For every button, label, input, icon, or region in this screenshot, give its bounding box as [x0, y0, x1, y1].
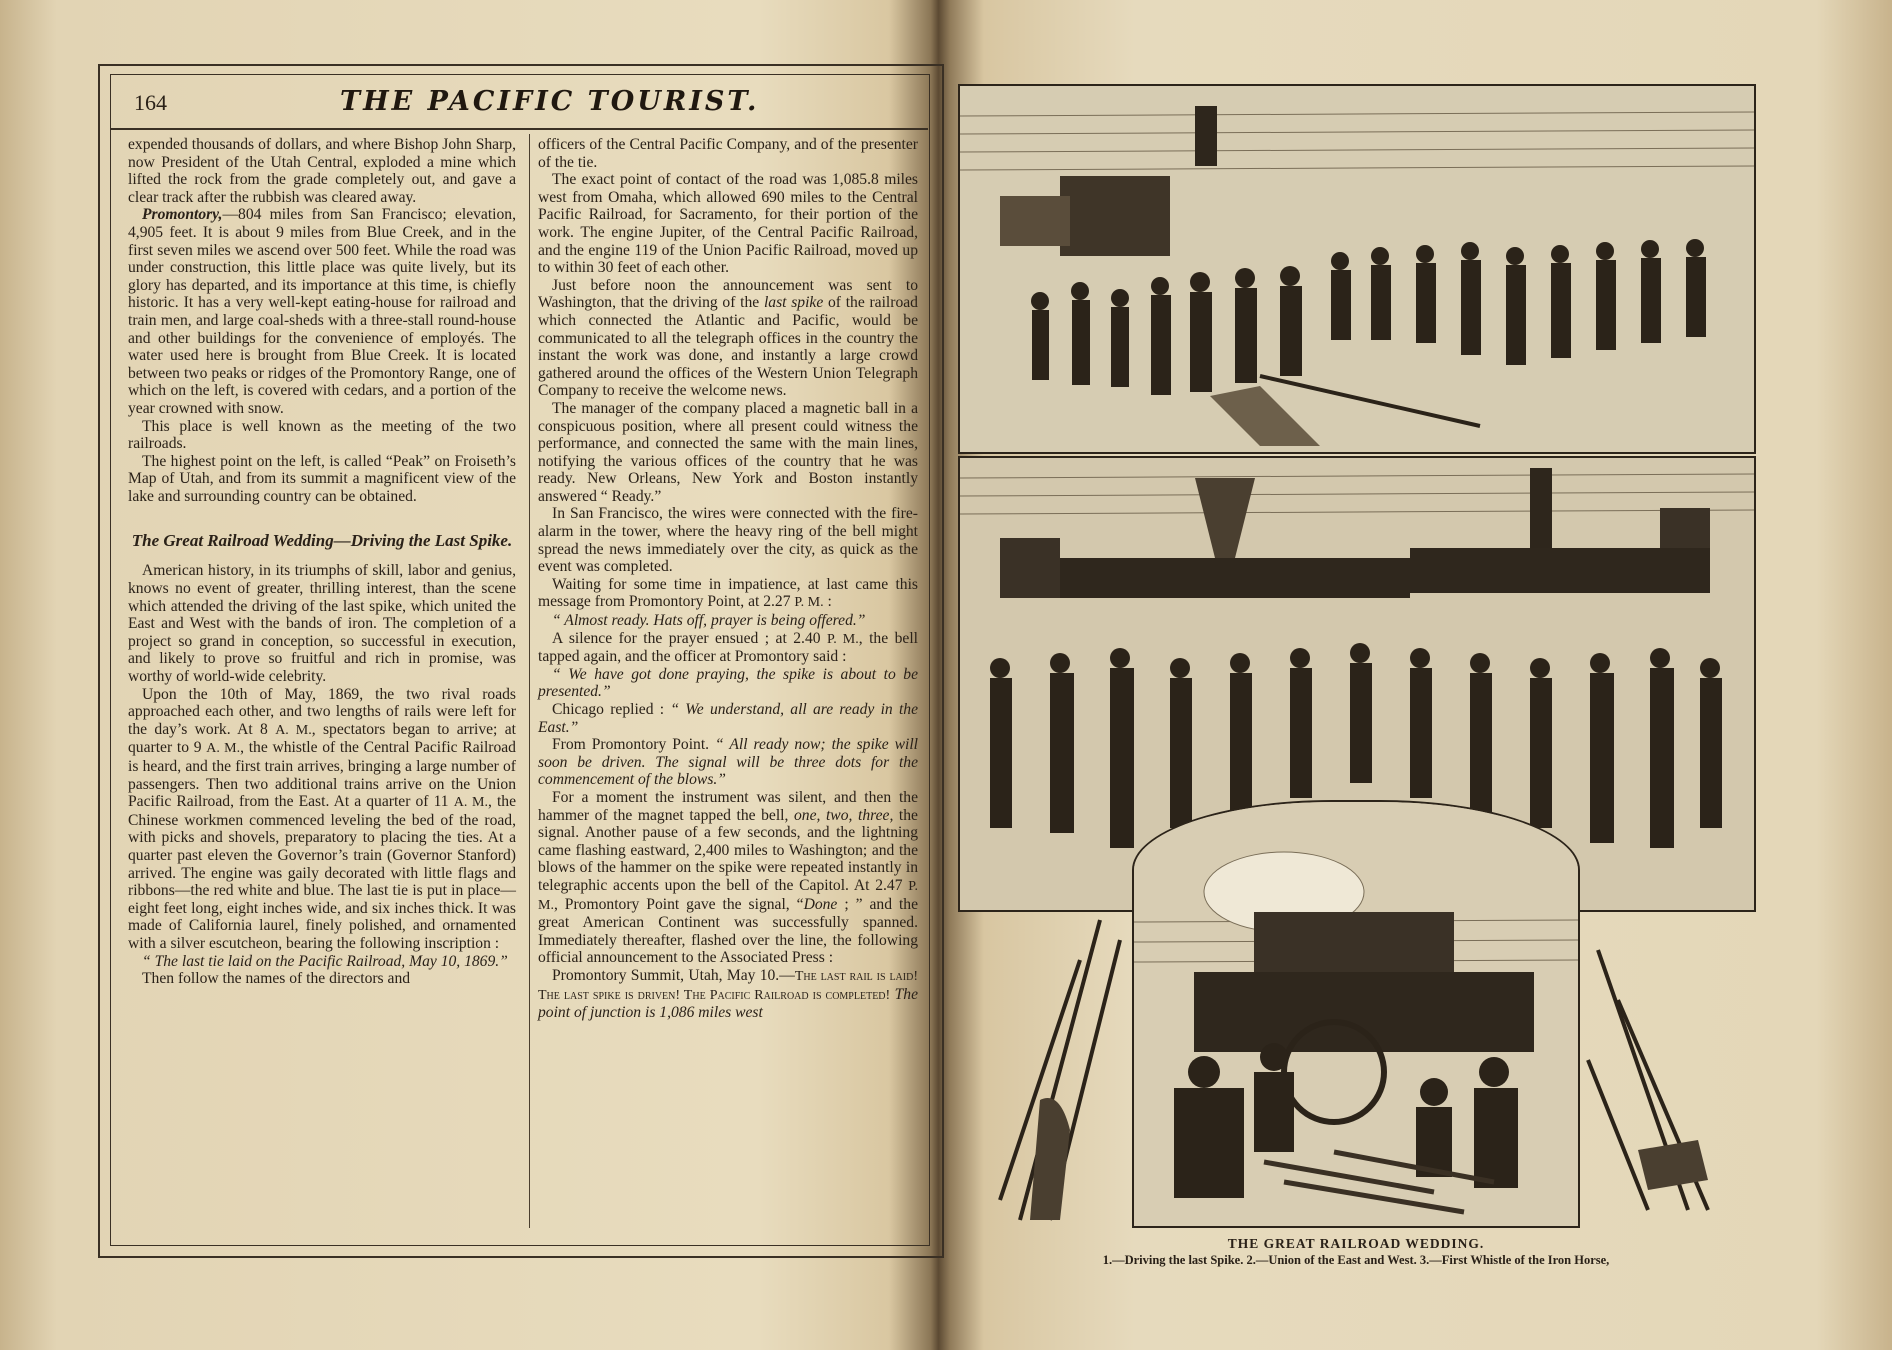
- text: , Promontory Point gave the signal, “: [553, 895, 804, 913]
- time-unit: P. M.: [794, 595, 824, 611]
- time-unit: A. M.: [453, 795, 488, 811]
- telegraph-quote: “ Almost ready. Hats off, prayer is being offered.”: [552, 612, 866, 630]
- paragraph: Then follow the names of the directors and: [142, 970, 411, 988]
- paragraph: [128, 686, 516, 953]
- announcement: The last rail is laid! The last spike is driven! The Pacific Railroad is completed!: [538, 968, 918, 1003]
- right-column: [538, 136, 918, 1022]
- emphasis: Done: [803, 895, 838, 913]
- engraving-crowd-scene: [960, 86, 1754, 452]
- paragraph: [538, 701, 918, 736]
- paragraph: officers of the Central Pacific Company, and of the presenter of the tie.: [538, 136, 918, 171]
- paragraph: This place is well known as the meeting of the two railroads.: [128, 417, 516, 453]
- illustration-caption: [950, 1236, 1762, 1268]
- inscription-quote: “ The last tie laid on the Pacific Railroad, May 10, 1869.”: [142, 952, 508, 970]
- paragraph: The exact point of contact of the road was 1,085.8 miles west from Omaha, which allowed 690 miles to the Central Pacific Railroad, for Sacramento, for their portion of the work. The engine Jupiter, of the Central Pacific Railroad, and the engine 119 of the Union Pacific Railroad, moved up to within 30 feet of each other.: [538, 171, 918, 277]
- engraving-tools-left: [980, 900, 1130, 1230]
- text: the signal. Another pause of a few seconds, and the lightning came flashing eastward, 2,400 miles to Washington; and the blows of the hammer on the spike were repeated instantly in telegraphic accents upon the bell of the Capitol. At 2.47: [538, 806, 918, 894]
- text: Just before noon the announcement was sent to Washington, that the driving of the: [538, 276, 918, 312]
- paragraph: expended thousands of dollars, and where Bishop John Sharp, now President of the Utah Central, exploded a mine which lifted the rock from the grade completely out, and gave a clear track after the rubbish was cleared away.: [128, 136, 516, 206]
- emphasis: one, two, three,: [793, 806, 894, 824]
- paragraph: [538, 967, 918, 1022]
- text: , the whistle of the Central Pacific Railroad is heard, and the first train arrives, bringing a large number of passengers. Then two additional trains arrive on the Union Pacific Railroad, from the East. At a quarter of 11: [128, 739, 516, 811]
- engraving-panel-first-whistle: [1132, 800, 1580, 1228]
- column-divider: [529, 134, 530, 1228]
- time-unit: A. M.: [275, 722, 312, 738]
- engraving-panel-driving-last-spike: [958, 84, 1756, 454]
- page-header: [110, 82, 928, 128]
- text: , spectators began to arrive; at quarter to 9: [128, 720, 516, 757]
- paragraph: [538, 736, 918, 789]
- emphasis: “ We understand, all are ready in the East.”: [538, 701, 918, 736]
- emphasis: last spike: [763, 294, 824, 312]
- paragraph: American history, in its triumphs of skill, labor and genius, knows no event of greater, thrilling interest, than the scene which attended the driving of the last spike, which united the East and West with the bands of iron. The completion of a project so grand in conception, so successful in execution, and likely to prove so fruitful and rich in promise, was worthy of world-wide celebrity.: [128, 562, 516, 686]
- emphasis: “ All ready now; the spike will soon be driven. The signal will be three dots for the commencement of the blows.”: [538, 736, 918, 789]
- running-title: THE PACIFIC TOURIST.: [340, 86, 760, 117]
- text: Promontory Summit, Utah, May 10.—: [552, 966, 795, 984]
- text: From Promontory Point.: [552, 736, 710, 754]
- paragraph: [538, 277, 918, 400]
- caption-title: THE GREAT RAILROAD WEDDING.: [1227, 1236, 1485, 1251]
- text: ; ” and the great American Continent was successfully spanned. Immediately thereafter, flashed over the line, the following official announcement to the Associated Press :: [538, 895, 918, 967]
- engraving-tools-right: [1578, 940, 1728, 1230]
- entry-body: —804 miles from San Francisco; elevation, 4,905 feet. It is about 9 miles from Blue Creek, and in the first seven miles we ascend over 500 feet. While the road was under construction, this little place was quite lively, but its glory has departed, and its importance at this time, is chiefly historic. It has a very well-kept eating-house for railroad and train men, and large coal-sheds with a three-stall round-house and other buildings for the convenience of employés. The water used here is brought from Blue Creek. It is located between two peaks or ridges of the Promontory Range, one of which on the left, is covered with cedars, and a portion of the year crowned with snow.: [128, 206, 516, 417]
- text: Chicago replied :: [552, 701, 665, 718]
- header-rule: [110, 128, 928, 130]
- time-unit: P. M.: [538, 878, 918, 913]
- paragraph: In San Francisco, the wires were connected with the fire-alarm in the tower, where the heavy ring of the bell might spread the news immediately over the city, as quick as the event was completed.: [538, 505, 918, 576]
- engraving-locomotive-cab-scene: [1134, 802, 1578, 1226]
- paragraph: [538, 630, 918, 666]
- left-column: [128, 136, 516, 988]
- entry-heading: Promontory,: [142, 206, 223, 224]
- time-unit: P. M.: [827, 631, 859, 647]
- telegraph-quote: “ We have got done praying, the spike is about to be presented.”: [538, 665, 918, 701]
- text: , the bell tapped again, and the officer at Promontory said :: [538, 629, 918, 666]
- page-number: 164: [134, 90, 167, 115]
- paragraph: [538, 789, 918, 967]
- text: , the Chinese workmen commenced leveling the bed of the road, with picks and shovels, preparatory to placing the ties. At a quarter past eleven the Governor’s train (Governor Stanford) arrived. The engine was gaily decorated with little flags and ribbons—the red white and blue. The last tie is put in place—eight feet long, eight inches wide, and six inches thick. It was made of California laurel, finely polished, and ornamented with a silver escutcheon, bearing the following inscription :: [128, 793, 516, 952]
- paragraph: The highest point on the left, is called “Peak” on Froiseth’s Map of Utah, and from its summit a magnificent view of the lake and surrounding country can be obtained.: [128, 452, 516, 505]
- time-unit: A. M.: [206, 741, 241, 757]
- emphasis: The point of junction is 1,086 miles west: [538, 985, 919, 1022]
- text: Waiting for some time in impatience, at last came this message from Promontory Point, at 2.27: [538, 575, 918, 611]
- text: :: [823, 593, 832, 611]
- text: For a moment the instrument was silent, and then the hammer of the magnet tapped the bell,: [538, 788, 918, 824]
- paragraph-promontory: [128, 206, 516, 417]
- section-heading: The Great Railroad Wedding—Driving the Last Spike.: [131, 531, 513, 551]
- text: A silence for the prayer ensued ; at 2.40: [552, 629, 821, 647]
- paragraph: The manager of the company placed a magnetic ball in a conspicuous position, where all present could witness the performance, and connected the same with the main lines, notifying the various offices of the country that he was ready. New Orleans, New York and Boston instantly answered “ Ready.”: [538, 399, 918, 505]
- text: Upon the 10th of May, 1869, the two rival roads approached each other, and two lengths of rails were left for the day’s work. At 8: [128, 685, 516, 738]
- text: of the railroad which connected the Atlantic and Pacific, would be communicated to all the telegraph offices in the country the instant the work was done, and instantly a large crowd gathered around the offices of the Western Union Telegraph Company to receive the welcome news.: [538, 294, 918, 400]
- caption-panel-list: 1.—Driving the last Spike. 2.—Union of the East and West. 3.—First Whistle of the Iron Horse,: [1102, 1253, 1610, 1267]
- paragraph: [538, 576, 918, 612]
